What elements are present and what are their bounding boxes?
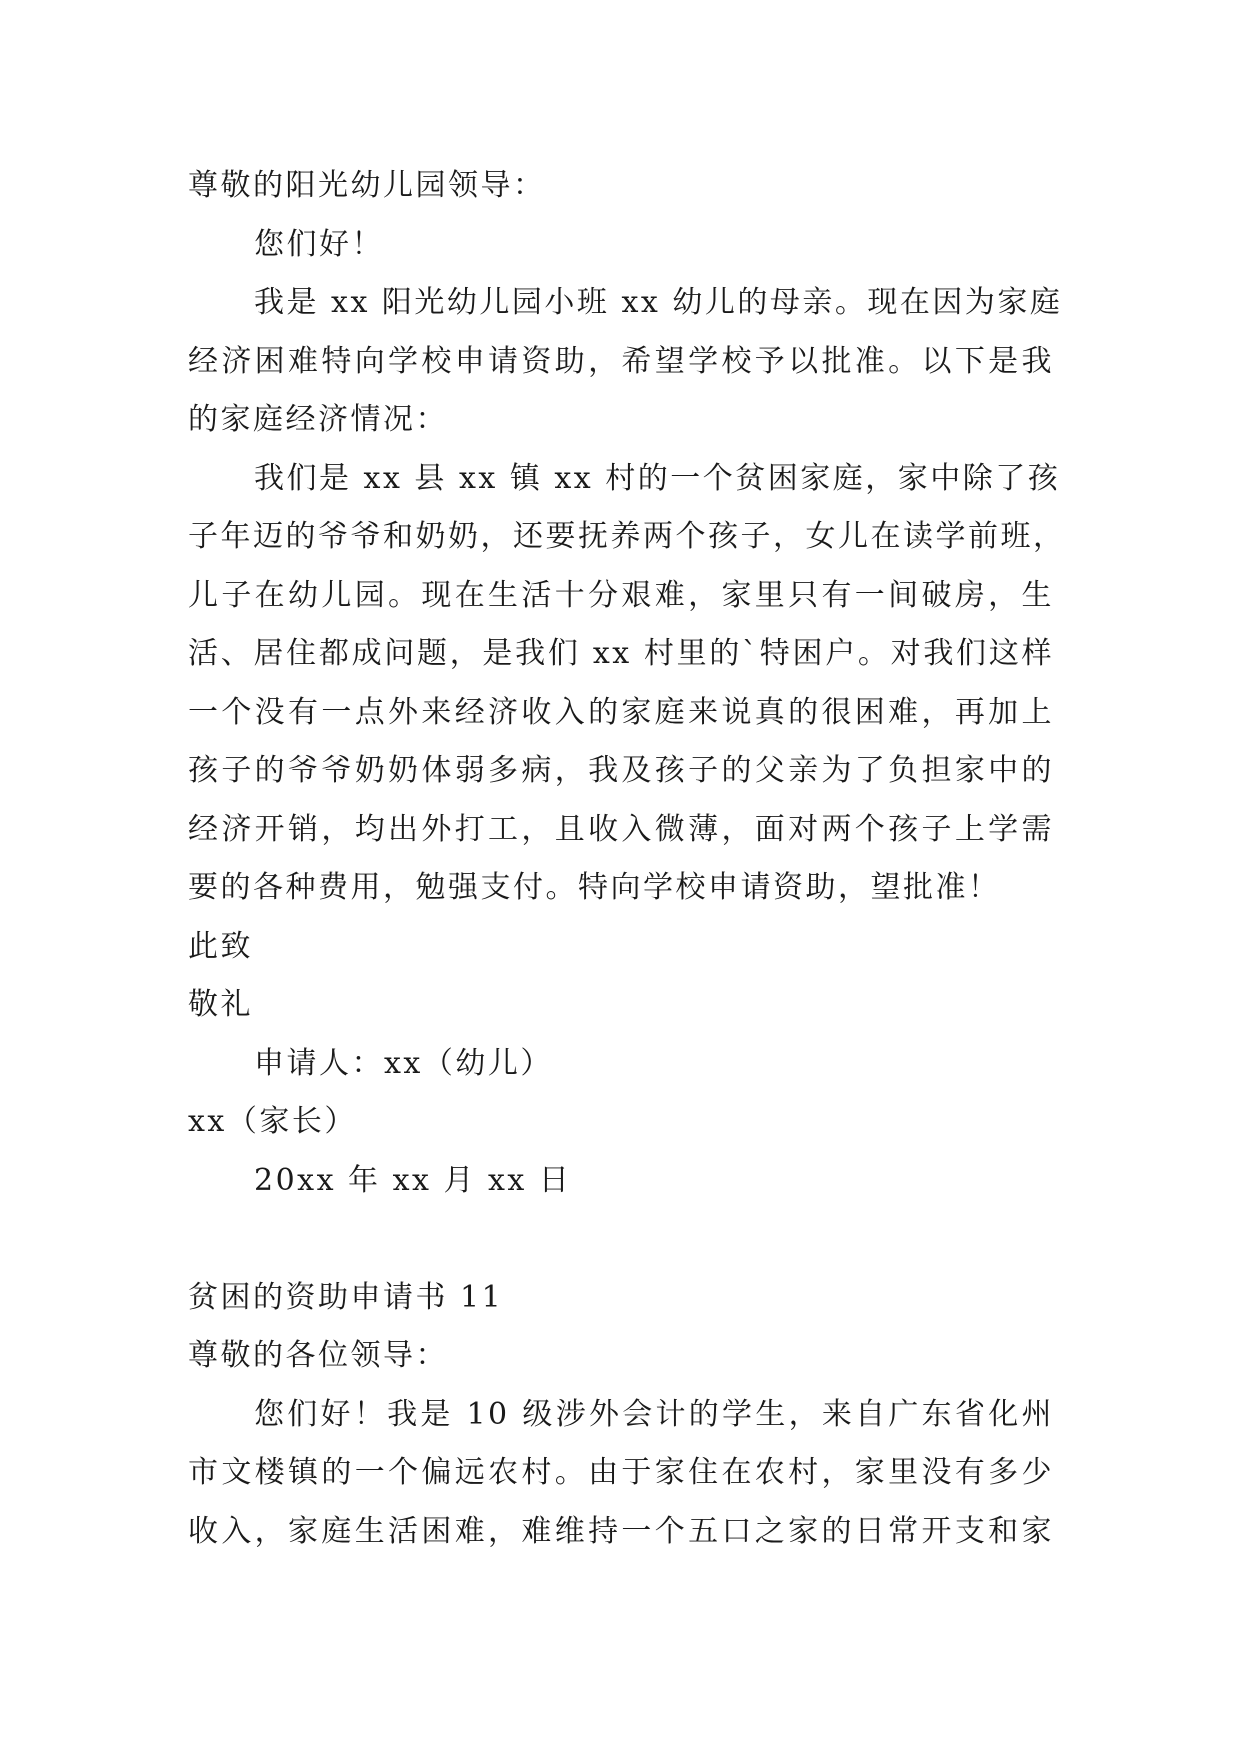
paragraph-line: 您们好！我是 10 级涉外会计的学生，来自广东省化州 (254, 1396, 1054, 1432)
paragraph-line: 收入，家庭生活困难，难维持一个五口之家的日常开支和家 (188, 1513, 1054, 1549)
paragraph-line: 子年迈的爷爷和奶奶，还要抚养两个孩子，女儿在读学前班， (188, 519, 1066, 554)
closing-ci-zhi: 此致 (188, 928, 253, 964)
document-page (188, 157, 1066, 1561)
salutation: 尊敬的各位领导： (188, 1338, 448, 1373)
paragraph-line: 活、居住都成问题，是我们 xx 村里的`特困户。对我们这样 (188, 636, 1054, 671)
section-title: 贫困的资助申请书 11 (188, 1279, 504, 1315)
section-gap (188, 1210, 1054, 1269)
paragraph-line: 经济困难特向学校申请资助，希望学校予以批准。以下是我 (188, 343, 1054, 379)
applicant-line: 申请人：xx（幼儿） (254, 1045, 553, 1081)
paragraph-line: 经济开销，均出外打工，且收入微薄，面对两个孩子上学需 (188, 811, 1054, 847)
paragraph-line: 孩子的爷爷奶奶体弱多病，我及孩子的父亲为了负担家中的 (188, 753, 1054, 788)
paragraph-line: 的家庭经济情况： (188, 402, 448, 437)
closing-jing-li: 敬礼 (188, 987, 253, 1022)
paragraph-line: 我们是 xx 县 xx 镇 xx 村的一个贫困家庭，家中除了孩 (254, 460, 1061, 496)
greeting: 您们好！ (254, 226, 384, 262)
parent-line: xx（家长） (188, 1104, 357, 1139)
paragraph-line: 儿子在幼儿园。现在生活十分艰难，家里只有一间破房，生 (188, 577, 1054, 613)
paragraph-line: 要的各种费用，勉强支付。特向学校申请资助，望批准！ (188, 870, 1001, 905)
paragraph-line: 一个没有一点外来经济收入的家庭来说真的很困难，再加上 (188, 694, 1054, 730)
date-line: 20xx 年 xx 月 xx 日 (254, 1162, 572, 1198)
paragraph-line: 市文楼镇的一个偏远农村。由于家住在农村，家里没有多少 (188, 1455, 1054, 1490)
salutation: 尊敬的阳光幼儿园领导： (188, 168, 546, 203)
paragraph-line: 我是 xx 阳光幼儿园小班 xx 幼儿的母亲。现在因为家庭 (254, 285, 1063, 320)
